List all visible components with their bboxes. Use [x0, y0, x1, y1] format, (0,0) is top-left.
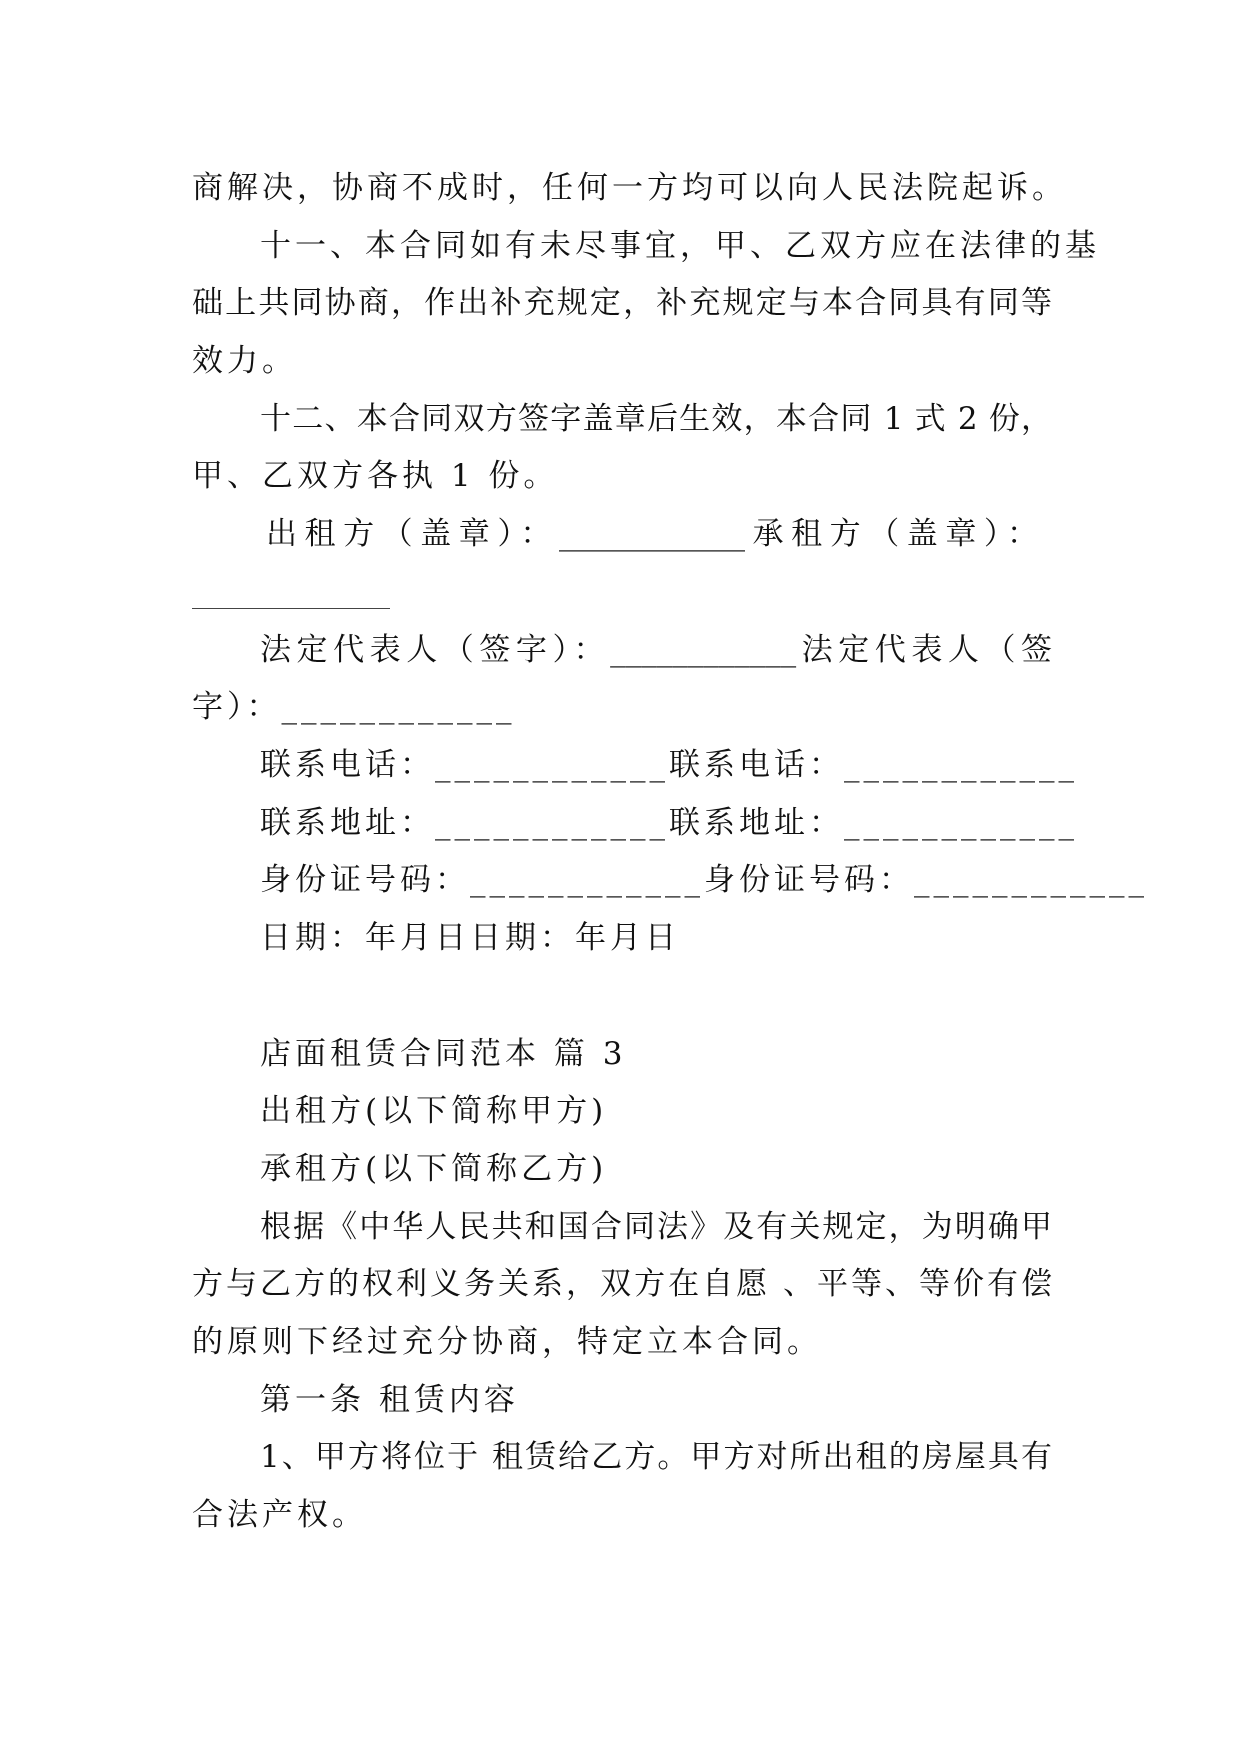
- section-heading: 店面租赁合同范本 篇 3: [260, 1036, 627, 1072]
- paragraph-line: 方与乙方的权利义务关系，双方在自愿 、平等、等价有偿: [192, 1266, 1052, 1302]
- paragraph-line: 根据《中华人民共和国合同法》及有关规定，为明确甲: [260, 1209, 1052, 1245]
- signature-line-phone: 联系电话：____________联系电话：____________: [260, 747, 1078, 783]
- paragraph-line: 出租方(以下简称甲方): [260, 1093, 608, 1129]
- signature-line-address: 联系地址：____________联系地址：____________: [260, 805, 1078, 841]
- signature-line-legal-rep: 法定代表人（签字）：____________法定代表人（签: [260, 632, 1052, 668]
- paragraph-line: 效力。: [192, 343, 297, 379]
- signature-line-date: 日期：年月日日期：年月日: [260, 920, 680, 956]
- paragraph-line: 的原则下经过充分协商，特定立本合同。: [192, 1324, 822, 1360]
- paragraph-line: 承租方(以下简称乙方): [260, 1151, 608, 1187]
- paragraph-line: 十一、本合同如有未尽事宜，甲、乙双方应在法律的基: [260, 228, 1100, 264]
- signature-line-legal-rep-cont: 字）：____________: [192, 689, 516, 725]
- paragraph-line: 合法产权。: [192, 1497, 367, 1533]
- paragraph-line: 础上共同协商，作出补充规定，补充规定与本合同具有同等: [192, 285, 1052, 321]
- signature-line-seal: 出租方（盖章）：____________承租方（盖章）：: [266, 516, 1038, 552]
- signature-line-id-number: 身份证号码：____________身份证号码：____________: [260, 862, 1148, 898]
- article-heading: 第一条 租赁内容: [260, 1382, 519, 1418]
- signature-blank: [192, 608, 390, 609]
- paragraph-line: 甲、乙双方各执 1 份。: [192, 458, 559, 494]
- paragraph-line: 1、甲方将位于 租赁给乙方。甲方对所出租的房屋具有: [260, 1439, 1052, 1475]
- paragraph-line: 商解决，协商不成时，任何一方均可以向人民法院起诉。: [192, 170, 1067, 206]
- paragraph-line: 十二、本合同双方签字盖章后生效，本合同 1 式 2 份，: [260, 401, 1052, 437]
